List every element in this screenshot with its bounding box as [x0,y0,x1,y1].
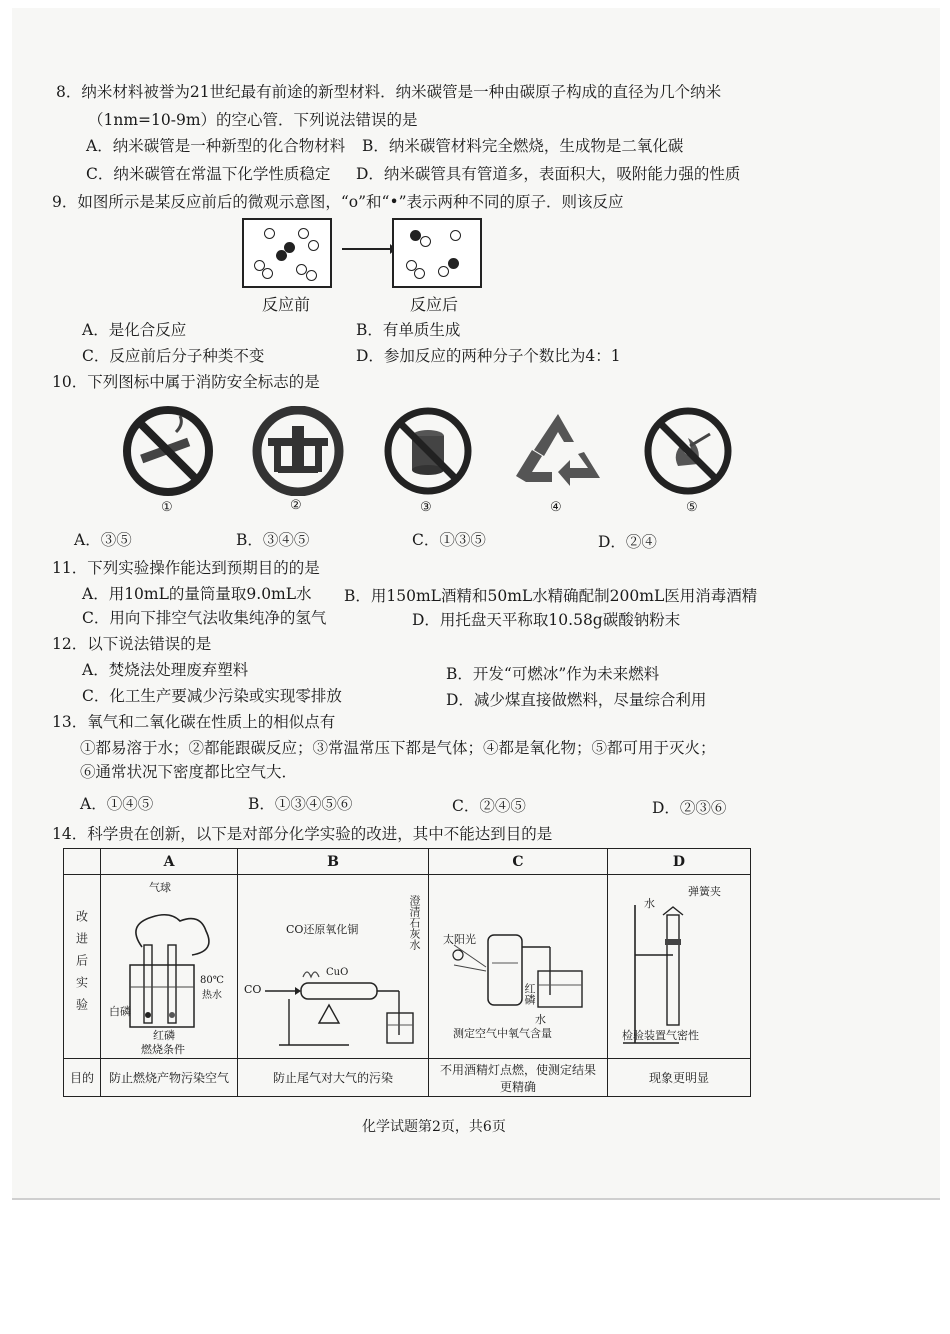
q9-option-c: C．反应前后分子种类不变 [82,347,265,365]
label-limewater: 澄清石灰水 [408,895,421,950]
q11-option-d: D．用托盘天平称取10.58g碳酸钠粉末 [412,611,681,629]
q10-stem: 10．下列图标中属于消防安全标志的是 [52,373,320,391]
before-label: 反应前 [262,295,311,314]
q9-option-d: D．参加反应的两种分子个数比为4：1 [356,347,621,365]
white-atom [308,240,319,251]
cell-d-diagram [608,875,751,1059]
icon-label-5: ⑤ [686,500,698,515]
corner-cell [64,849,101,875]
no-flammable-icon [378,406,478,496]
no-smoking-icon [118,406,218,496]
row-label-experiment [64,875,101,1059]
q9-stem: 9．如图所示是某反应前后的微观示意图，“o”和“•”表示两种不同的原子．则该反应 [52,193,624,211]
table-header-row [64,849,751,875]
table-row-purpose [64,1059,751,1097]
cell-b-diagram [238,875,429,1059]
q11-option-a: A．用10mL的量筒量取9.0mL水 [82,585,312,603]
label-co-reduction: CO还原氧化铜 [286,923,359,936]
caption-oxygen-content: 测定空气中氧气含量 [453,1027,552,1040]
q12-option-d: D．减少煤直接做燃料，尽量综合利用 [446,691,707,709]
purpose-b: 防止尾气对大气的污染 [238,1059,429,1097]
black-atom [276,250,287,261]
q14-stem: 14．科学贵在创新，以下是对部分化学实验的改进，其中不能达到目的是 [52,825,553,843]
label-water-c: 水 [535,1013,546,1026]
icon-label-2: ② [290,498,302,513]
after-reaction-box [392,218,482,288]
q11-option-b: B．用150mL酒精和50mL水精确配制200mL医用消毒酒精 [344,587,758,605]
q12-option-c: C．化工生产要减少污染或实现零排放 [82,687,342,705]
white-atom [306,270,317,281]
q8-option-b: B．纳米碳管材料完全燃烧，生成物是二氧化碳 [362,137,684,155]
q13-statements-line2: ⑥通常状况下密度都比空气大． [80,763,298,781]
icon-label-1: ① [161,500,173,515]
q8-option-d: D．纳米碳管具有管道多，表面积大，吸附能力强的性质 [356,165,741,183]
purpose-d: 现象更明显 [608,1059,751,1097]
row-label-purpose: 目的 [64,1059,101,1097]
label-sunlight: 太阳光 [443,933,476,946]
q13-option-c: C．②④⑤ [452,797,526,815]
reaction-arrow [340,242,396,256]
label-balloon: 气球 [149,881,171,894]
col-header-a: A [101,849,238,875]
purpose-c: 不用酒精灯点燃，使测定结果更精确 [429,1059,608,1097]
experiment-table [63,848,751,1097]
label-red-phosphorus: 红磷 [153,1029,175,1042]
label-white-phosphorus: 白磷 [109,1005,131,1018]
after-label: 反应后 [410,295,459,314]
label-hot-water: 80℃热水 [200,975,224,1001]
caption-combustion: 燃烧条件 [141,1043,185,1056]
purpose-a: 防止燃烧产物污染空气 [101,1059,238,1097]
q8-option-c: C．纳米碳管在常温下化学性质稳定 [86,165,331,183]
q10-option-d: D．②④ [598,533,657,551]
q13-option-a: A．①④⑤ [80,795,154,813]
co-reduction-apparatus-diagram [239,875,427,1055]
label-spring-clip: 弹簧夹 [688,885,721,898]
white-atom [262,268,273,279]
q10-option-b: B．③④⑤ [236,531,310,549]
q11-option-c: C．用向下排空气法收集纯净的氢气 [82,609,327,627]
cell-a-diagram [101,875,238,1059]
q13-option-d: D．②③⑥ [652,799,727,817]
white-atom [298,228,309,239]
q10-option-c: C．①③⑤ [412,531,486,549]
page-footer: 化学试题第2页，共6页 [362,1119,506,1135]
caption-airtightness: 检验装置气密性 [622,1029,699,1042]
cell-c-diagram [429,875,608,1059]
row-label-text: 改进后实验 [74,910,89,1020]
col-header-c: C [429,849,608,875]
white-atom [450,230,461,241]
q13-stem: 13．氧气和二氧化碳在性质上的相似点有 [52,713,336,731]
q10-option-a: A．③⑤ [74,531,132,549]
q8-option-a: A．纳米碳管是一种新型的化合物材料 [86,137,346,155]
no-open-flame-icon [638,406,738,496]
icon-label-4: ④ [550,500,562,515]
before-reaction-box [242,218,332,288]
label-co-inlet: CO [244,983,262,996]
white-atom [438,266,449,277]
black-atom [448,258,459,269]
label-water-d: 水 [644,897,655,910]
q9-option-a: A．是化合反应 [82,321,187,339]
q11-stem: 11．下列实验操作能达到预期目的的是 [52,559,320,577]
white-atom [414,268,425,279]
q13-option-b: B．①③④⑤⑥ [248,795,353,813]
q8-stem-line2: （1nm=10-9m）的空心管．下列说法错误的是 [88,111,418,129]
table-row-experiment [64,875,751,1059]
white-atom [420,236,431,247]
q9-option-b: B．有单质生成 [356,321,461,339]
page-edge [12,1198,940,1200]
q12-stem: 12．以下说法错误的是 [52,635,212,653]
col-header-d: D [608,849,751,875]
q12-option-a: A．焚烧法处理废弃塑料 [82,661,249,679]
label-red-phosphorus-c: 红磷 [523,983,536,1005]
recycling-icon [508,406,608,496]
q12-option-b: B．开发“可燃冰”作为未来燃料 [446,665,660,683]
fire-hydrant-icon [248,406,348,496]
label-cuo: CuO [326,967,349,978]
q13-statements-line1: ①都易溶于水；②都能跟碳反应；③常温常压下都是气体；④都是氧化物；⑤都可用于灭火； [80,739,716,757]
white-atom [264,228,275,239]
q8-stem-line1: 8．纳米材料被誉为21世纪最有前途的新型材料．纳米碳管是一种由碳原子构成的直径为几个纳米 [56,83,722,101]
col-header-b: B [238,849,429,875]
icon-label-3: ③ [420,500,432,515]
